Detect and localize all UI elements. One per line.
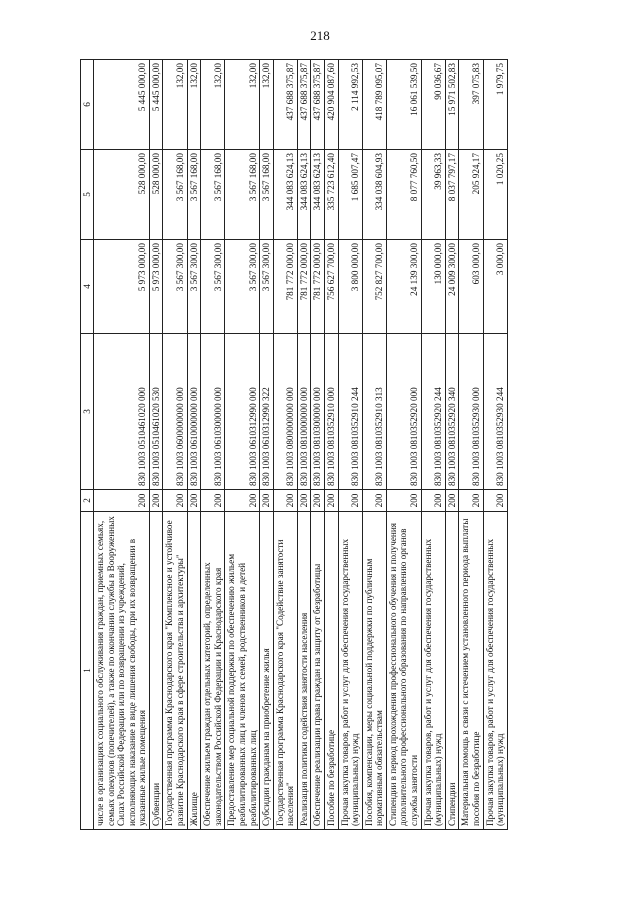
row-code-cell: 200 <box>187 490 201 512</box>
row-unexecuted-cell: 5 445 000,00 <box>94 60 150 150</box>
row-kbk-cell: 830 1003 0510461020 530 <box>149 334 163 490</box>
row-executed-cell: 1 685 007,47 <box>338 150 362 240</box>
row-name-cell: Государственная программа Краснодарского края "Комплексное и устойчивое развитие Краснодарского края в сфере строительства и архитектуры" <box>163 512 187 830</box>
row-unexecuted-cell: 15 971 502,83 <box>445 60 459 150</box>
row-kbk-cell: 830 1003 0810352910 313 <box>362 334 386 490</box>
row-name-cell: Реализация политики содействия занятости населения <box>297 512 311 830</box>
row-kbk-cell: 830 1003 0810352920 340 <box>445 334 459 490</box>
row-code-cell: 200 <box>225 490 260 512</box>
row-approved-cell: 24 009 300,00 <box>445 240 459 334</box>
row-code-cell: 200 <box>459 490 483 512</box>
row-kbk-cell: 830 1003 0810352910 244 <box>338 334 362 490</box>
row-name-cell: Прочая закупка товаров, работ и услуг для обеспечения государственных (муниципальных) нужд <box>338 512 362 830</box>
row-unexecuted-cell: 132,00 <box>187 60 201 150</box>
table-row <box>273 60 297 830</box>
row-unexecuted-cell: 420 904 087,60 <box>324 60 338 150</box>
row-kbk-cell: 830 1003 0610312990 000 <box>225 334 260 490</box>
row-unexecuted-cell: 437 688 375,87 <box>273 60 297 150</box>
row-executed-cell: 334 038 604,93 <box>362 150 386 240</box>
table-row <box>459 60 483 830</box>
row-code-cell: 200 <box>201 490 225 512</box>
row-code-cell: 200 <box>338 490 362 512</box>
row-executed-cell: 3 567 168,00 <box>201 150 225 240</box>
table-row <box>386 60 421 830</box>
row-kbk-cell: 830 1003 0810300000 000 <box>311 334 325 490</box>
row-unexecuted-cell: 2 114 992,53 <box>338 60 362 150</box>
row-name-cell: Пособия, компенсации, меры социальной поддержки по публичным нормативным обязательствам <box>362 512 386 830</box>
row-approved-cell: 3 567 300,00 <box>163 240 187 334</box>
table-row <box>338 60 362 830</box>
table-row <box>483 60 507 830</box>
table-row <box>311 60 325 830</box>
row-name-cell: Стипендии <box>445 512 459 830</box>
row-name-cell: Пособие по безработице <box>324 512 338 830</box>
rotated-table-container <box>80 60 560 830</box>
row-name-cell: Обеспечение реализации права граждан на защиту от безработицы <box>311 512 325 830</box>
row-unexecuted-cell: 437 688 375,87 <box>311 60 325 150</box>
row-name-cell: Субвенции <box>149 512 163 830</box>
row-executed-cell: 8 037 797,17 <box>445 150 459 240</box>
row-name-cell: Субсидии гражданам на приобретение жилья <box>260 512 274 830</box>
row-kbk-cell: 830 1003 0810352930 244 <box>483 334 507 490</box>
row-executed-cell: 8 077 760,50 <box>386 150 421 240</box>
row-code-cell: 200 <box>297 490 311 512</box>
row-kbk-cell: 830 1003 0610300000 000 <box>201 334 225 490</box>
row-name-cell: Прочая закупка товаров, работ и услуг для обеспечения государственных (муниципальных) нужд <box>421 512 445 830</box>
row-executed-cell: 39 963,33 <box>421 150 445 240</box>
row-code-cell: 200 <box>362 490 386 512</box>
row-name-cell: числе в организациях социального обслуживания граждан, приемных семьях, семьях опекунов (попечителей), а также по окончании службы в Вооруженных Силах Российской Федерации или по возвращении из учреждений, исполняющих наказание в виде лишения свободы, при их возвращении в указанные жилые помещения <box>94 512 150 830</box>
table-body <box>94 60 508 830</box>
budget-table <box>80 59 508 830</box>
row-code-cell: 200 <box>386 490 421 512</box>
row-name-cell: Жилище <box>187 512 201 830</box>
table-row <box>149 60 163 830</box>
row-unexecuted-cell: 132,00 <box>163 60 187 150</box>
table-row <box>225 60 260 830</box>
row-kbk-cell: 830 1003 0800000000 000 <box>273 334 297 490</box>
row-unexecuted-cell: 132,00 <box>225 60 260 150</box>
row-code-cell: 200 <box>149 490 163 512</box>
row-code-cell: 200 <box>421 490 445 512</box>
row-kbk-cell: 830 1003 0810352910 000 <box>324 334 338 490</box>
row-approved-cell: 752 827 700,00 <box>362 240 386 334</box>
row-executed-cell: 205 924,17 <box>459 150 483 240</box>
table-header-row <box>81 60 94 830</box>
page-number: 218 <box>310 28 330 43</box>
table-row <box>187 60 201 830</box>
table-row <box>362 60 386 830</box>
row-executed-cell: 335 723 612,40 <box>324 150 338 240</box>
row-name-cell: Государственная программа Краснодарского края "Содействие занятости населения" <box>273 512 297 830</box>
row-approved-cell: 5 973 000,00 <box>149 240 163 334</box>
row-name-cell: Стипендии в период прохождения профессионального обучения и получения дополнительного профессионального образования по направлению органов службы занятости <box>386 512 421 830</box>
row-approved-cell: 5 973 000,00 <box>94 240 150 334</box>
row-kbk-cell: 830 1003 0610312990 322 <box>260 334 274 490</box>
row-approved-cell: 3 800 000,00 <box>338 240 362 334</box>
row-approved-cell: 3 567 300,00 <box>260 240 274 334</box>
row-approved-cell: 3 000,00 <box>483 240 507 334</box>
row-unexecuted-cell: 132,00 <box>201 60 225 150</box>
header-col-1: 1 <box>81 512 94 830</box>
row-approved-cell: 756 627 700,00 <box>324 240 338 334</box>
header-col-5: 5 <box>81 150 94 240</box>
header-col-6: 6 <box>81 60 94 150</box>
row-name-cell: Предоставление мер социальной поддержки по обеспечению жильем реабилитированных лиц и членов их семей, родственников и детей реабилитированных лиц <box>225 512 260 830</box>
row-code-cell: 200 <box>260 490 274 512</box>
table-row <box>201 60 225 830</box>
row-kbk-cell: 830 1003 0810000000 000 <box>297 334 311 490</box>
header-col-3: 3 <box>81 334 94 490</box>
row-unexecuted-cell: 5 445 000,00 <box>149 60 163 150</box>
header-col-2: 2 <box>81 490 94 512</box>
row-approved-cell: 781 772 000,00 <box>297 240 311 334</box>
table-row <box>297 60 311 830</box>
row-unexecuted-cell: 418 789 095,07 <box>362 60 386 150</box>
row-executed-cell: 3 567 168,00 <box>163 150 187 240</box>
row-name-cell: Прочая закупка товаров, работ и услуг для обеспечения государственных (муниципальных) нужд <box>483 512 507 830</box>
row-executed-cell: 3 567 168,00 <box>260 150 274 240</box>
row-code-cell: 200 <box>445 490 459 512</box>
row-executed-cell: 3 567 168,00 <box>187 150 201 240</box>
row-unexecuted-cell: 1 979,75 <box>483 60 507 150</box>
table-row <box>421 60 445 830</box>
row-approved-cell: 781 772 000,00 <box>311 240 325 334</box>
row-unexecuted-cell: 132,00 <box>260 60 274 150</box>
row-executed-cell: 1 020,25 <box>483 150 507 240</box>
table-row <box>260 60 274 830</box>
row-code-cell: 200 <box>94 490 150 512</box>
row-name-cell: Материальная помощь в связи с истечением установленного периода выплаты пособия по безработице <box>459 512 483 830</box>
row-code-cell: 200 <box>483 490 507 512</box>
row-approved-cell: 3 567 300,00 <box>225 240 260 334</box>
table-row <box>445 60 459 830</box>
row-unexecuted-cell: 397 075,83 <box>459 60 483 150</box>
row-executed-cell: 528 000,00 <box>149 150 163 240</box>
row-kbk-cell: 830 1003 0600000000 000 <box>163 334 187 490</box>
row-executed-cell: 3 567 168,00 <box>225 150 260 240</box>
row-unexecuted-cell: 90 036,67 <box>421 60 445 150</box>
table-row <box>94 60 150 830</box>
row-kbk-cell: 830 1003 0510461020 000 <box>94 334 150 490</box>
row-approved-cell: 24 139 300,00 <box>386 240 421 334</box>
row-unexecuted-cell: 437 688 375,87 <box>297 60 311 150</box>
row-approved-cell: 781 772 000,00 <box>273 240 297 334</box>
row-kbk-cell: 830 1003 0810352920 000 <box>386 334 421 490</box>
row-executed-cell: 344 083 624,13 <box>311 150 325 240</box>
row-executed-cell: 344 083 624,13 <box>273 150 297 240</box>
row-unexecuted-cell: 16 061 539,50 <box>386 60 421 150</box>
row-name-cell: Обеспечение жильем граждан отдельных категорий, определенных законодательством Российской Федерации и Краснодарского края <box>201 512 225 830</box>
table-row <box>163 60 187 830</box>
row-code-cell: 200 <box>311 490 325 512</box>
row-kbk-cell: 830 1003 0810352930 000 <box>459 334 483 490</box>
row-executed-cell: 344 083 624,13 <box>297 150 311 240</box>
row-code-cell: 200 <box>324 490 338 512</box>
row-approved-cell: 603 000,00 <box>459 240 483 334</box>
row-approved-cell: 3 567 300,00 <box>187 240 201 334</box>
row-executed-cell: 528 000,00 <box>94 150 150 240</box>
row-kbk-cell: 830 1003 0810352920 244 <box>421 334 445 490</box>
row-kbk-cell: 830 1003 0610000000 000 <box>187 334 201 490</box>
table-row <box>324 60 338 830</box>
row-code-cell: 200 <box>163 490 187 512</box>
row-code-cell: 200 <box>273 490 297 512</box>
header-col-4: 4 <box>81 240 94 334</box>
row-approved-cell: 130 000,00 <box>421 240 445 334</box>
row-approved-cell: 3 567 300,00 <box>201 240 225 334</box>
